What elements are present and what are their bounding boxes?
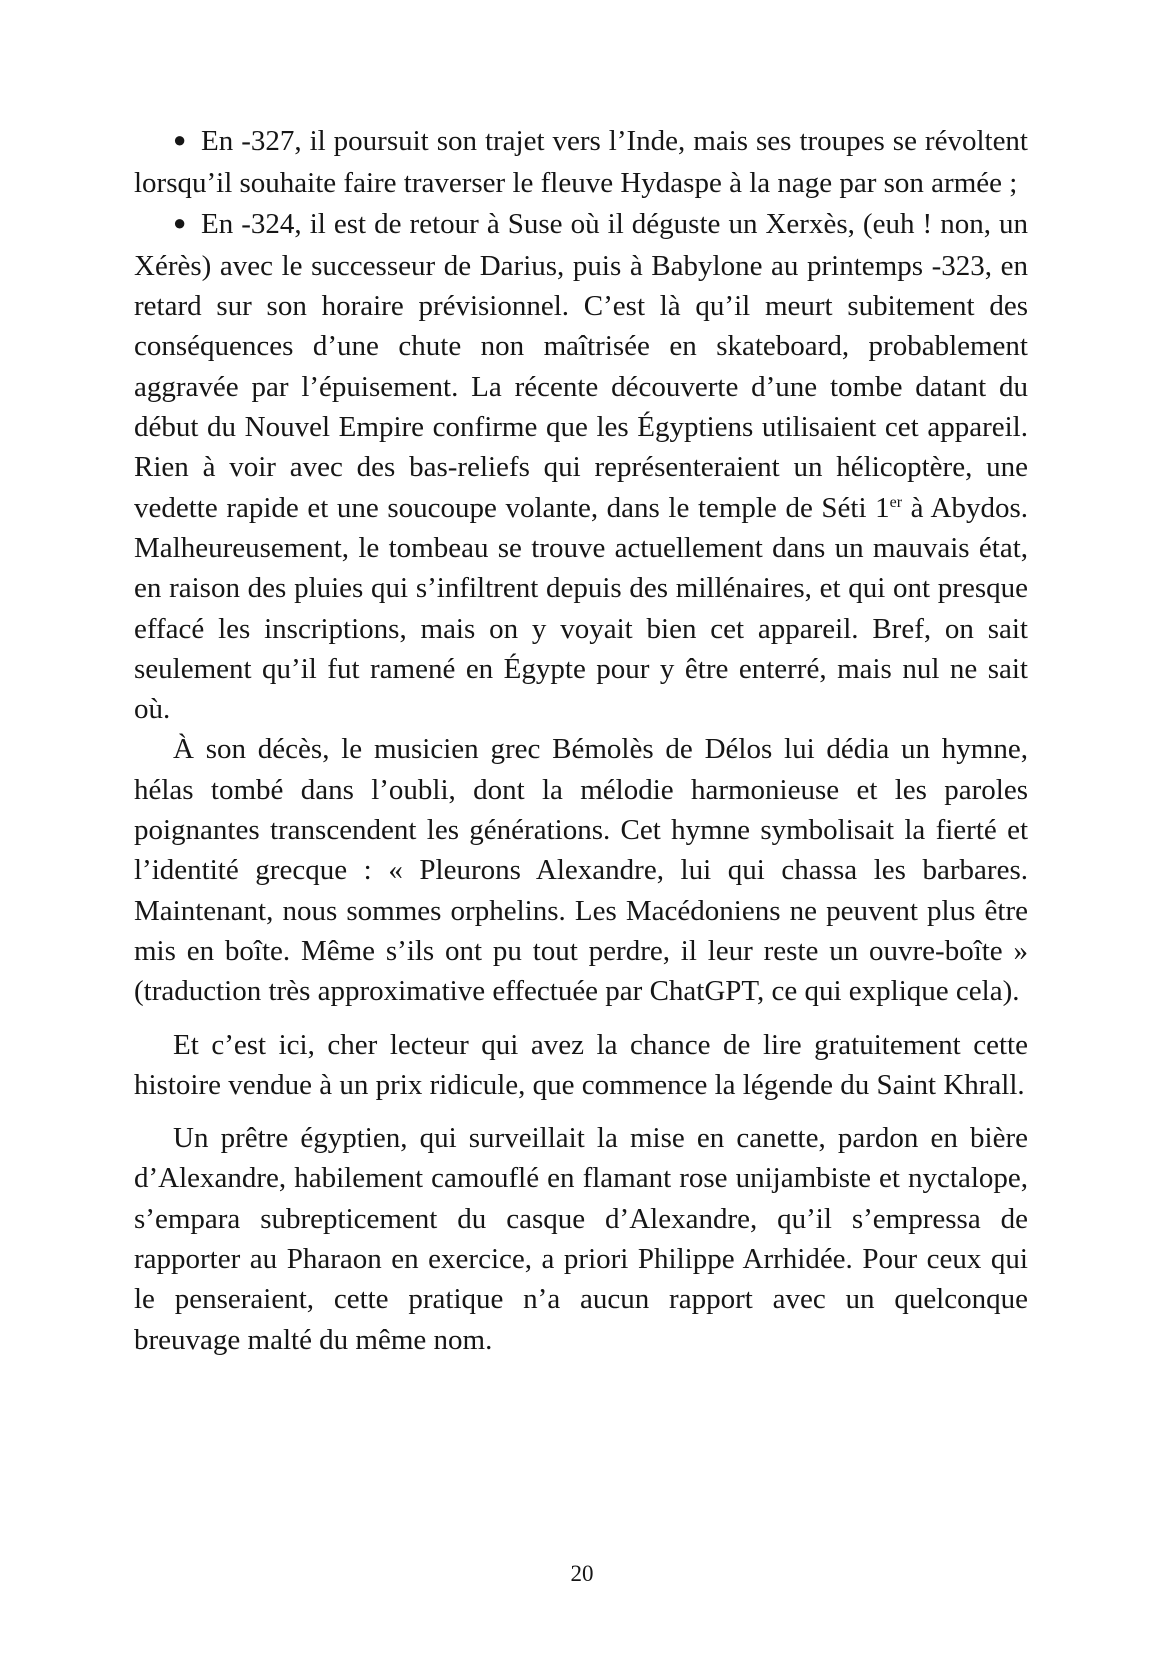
body-text: [134, 121, 1028, 1360]
bullet-icon: ●: [173, 127, 187, 152]
paragraph-reader: Et c’est ici, cher lecteur qui avez la chance de lire gratuitement cette histoire vendue à un prix ridicule, que commence la légende du Saint Khrall.: [134, 1028, 1028, 1101]
bullet-text-continued: à Abydos. Malheureusement, le tombeau se trouve actuellement dans un mauvais état, en raison des pluies qui s’infiltrent depuis des millénaires, et qui ont presque effacé les inscriptions, mais on y voyait bien cet appareil. Bref, on sait seulement qu’il fut ramené en Égypte pour y être enterré, mais nul ne sait où.: [134, 491, 1029, 726]
page-number: 20: [570, 1561, 594, 1586]
paragraph-hymn: À son décès, le musicien grec Bémolès de Délos lui dédia un hymne, hélas tombé dans l’oubli, dont la mélodie harmonieuse et les paroles poignantes transcendent les générations. Cet hymne symbolisait la fierté et l’identité grecque : « Pleurons Alexandre, lui qui chassa les barbares. Maintenant, nous sommes orphelins. Les Macédoniens ne peuvent plus être mis en boîte. Même s’ils ont pu tout perdre, il leur reste un ouvre-boîte » (traduction très approximative effectuée par ChatGPT, ce qui explique cela).: [134, 733, 1028, 1008]
bullet-item-babylone: [134, 204, 1028, 730]
paragraph-priest: Un prêtre égyptien, qui surveillait la mise en canette, pardon en bière d’Alexandre, habilement camouflé en flamant rose unijambiste et nyctalope, s’empara subrepticement du casque d’Alexandre, qu’il s’empressa de rapporter au Pharaon en exercice, a priori Philippe Arrhidée. Pour ceux qui le penseraient, cette pratique n’a aucun rapport avec un quelconque breuvage malté du même nom.: [134, 1122, 1028, 1356]
bullet-item-hydaspe: [134, 121, 1028, 204]
bullet-icon: ●: [173, 209, 187, 235]
bullet-text: En -324, il est de retour à Suse où il déguste un Xerxès, (euh ! non, un Xérès) avec le successeur de Darius, puis à Babylone au printemps -323, en retard sur son horaire prévisionnel. C’est là qu’il meurt subitement des conséquences d’une chute non maîtrisée en skateboard, probablement aggravée par l’épuisement. La récente découverte d’une tombe datant du début du Nouvel Empire confirme que les Égyptiens utilisaient cet appareil. Rien à voir avec des bas-reliefs qui représenteraient un hélicoptère, une vedette rapide et une soucoupe volante, dans le temple de Séti 1: [134, 207, 1028, 524]
superscript: er: [889, 493, 903, 511]
bullet-text: En -327, il poursuit son trajet vers l’Inde, mais ses troupes se révoltent lorsqu’il souhaite faire traverser le fleuve Hydaspe à la nage par son armée ;: [134, 125, 1028, 200]
